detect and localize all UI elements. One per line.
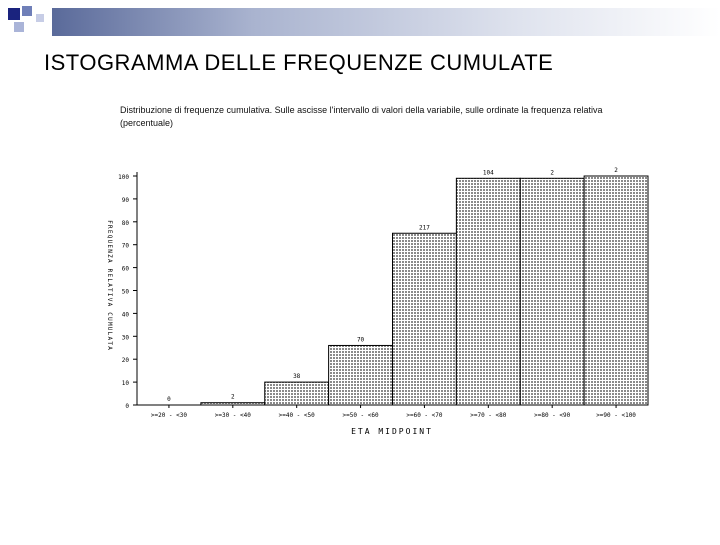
y-tick-label: 70 <box>121 242 129 250</box>
bar <box>265 382 329 405</box>
bar-count-label: 2 <box>550 169 554 177</box>
y-tick-label: 50 <box>121 288 129 296</box>
y-tick-label: 0 <box>125 403 129 410</box>
y-axis-label-char: A <box>106 302 113 307</box>
bar-count-label: 217 <box>419 224 430 232</box>
bar <box>456 178 520 405</box>
y-axis-label-char: T <box>106 288 113 292</box>
y-axis-label-char: E <box>106 229 113 234</box>
y-tick-label: 60 <box>121 265 129 273</box>
bar-count-label: 104 <box>482 169 494 177</box>
x-tick-label: >=40 - <50 <box>278 412 315 419</box>
y-axis-label-char: E <box>106 244 113 249</box>
y-axis-label-char: A <box>106 283 113 287</box>
slide-title: ISTOGRAMMA DELLE FREQUENZE CUMULATE <box>44 50 554 75</box>
x-tick-label: >=90 - <100 <box>596 412 636 419</box>
y-axis-label-char: V <box>106 297 113 302</box>
y-tick-label: 10 <box>121 380 129 388</box>
y-axis-label-char: N <box>106 249 113 253</box>
y-axis-label-char: Z <box>105 254 113 258</box>
y-axis-label-char: T <box>106 341 113 345</box>
x-tick-label: >=20 - <30 <box>150 412 187 419</box>
y-axis-label-char: F <box>106 220 113 224</box>
y-axis-label-char: C <box>106 312 113 316</box>
y-axis-label-char: A <box>106 346 113 350</box>
y-tick-label: 90 <box>121 196 129 204</box>
bar <box>584 176 648 405</box>
y-tick-label: 40 <box>121 311 129 319</box>
y-axis-label-char: M <box>106 321 113 326</box>
x-axis-label: ETA MIDPOINT <box>351 427 433 436</box>
bar <box>329 345 393 405</box>
bar-count-label: 38 <box>293 373 301 381</box>
y-axis-label-char: R <box>106 268 113 273</box>
x-tick-label: >=50 - <60 <box>342 412 379 419</box>
y-axis-label-char: U <box>106 317 113 321</box>
y-tick-label: 20 <box>121 357 129 365</box>
y-axis-label-char: I <box>106 292 113 297</box>
y-tick-label: 100 <box>118 174 129 181</box>
y-axis-label-char: L <box>106 278 113 282</box>
bar-count-label: 70 <box>356 336 365 344</box>
bar-count-label: 2 <box>231 393 235 401</box>
bar <box>393 233 457 405</box>
y-axis-label-char: A <box>106 336 113 341</box>
y-axis-label-char: L <box>106 331 113 336</box>
y-axis-label-char: R <box>106 225 113 229</box>
x-tick-label: >=60 - <70 <box>406 412 443 419</box>
y-axis-label-char: U <box>106 326 113 331</box>
bar-count-label: 0 <box>167 396 171 403</box>
y-tick-label: 30 <box>121 334 129 342</box>
bar-count-label: 2 <box>614 167 618 174</box>
y-tick-label: 80 <box>121 219 129 227</box>
y-axis-label-char: A <box>106 258 113 263</box>
chart-caption: Distribuzione di frequenze cumulativa. Sulle ascisse l'intervallo di valori della variabile, sulle ordinate la frequenza relativa (percentuale) <box>120 105 603 128</box>
y-axis-label-char: Q <box>106 234 113 239</box>
bar <box>520 178 584 405</box>
y-axis-label-char: E <box>106 273 113 278</box>
x-tick-label: >=30 - <40 <box>214 412 251 419</box>
y-axis-label-char: U <box>106 239 113 244</box>
x-tick-label: >=80 - <90 <box>534 412 571 419</box>
x-tick-label: >=70 - <80 <box>470 412 507 419</box>
